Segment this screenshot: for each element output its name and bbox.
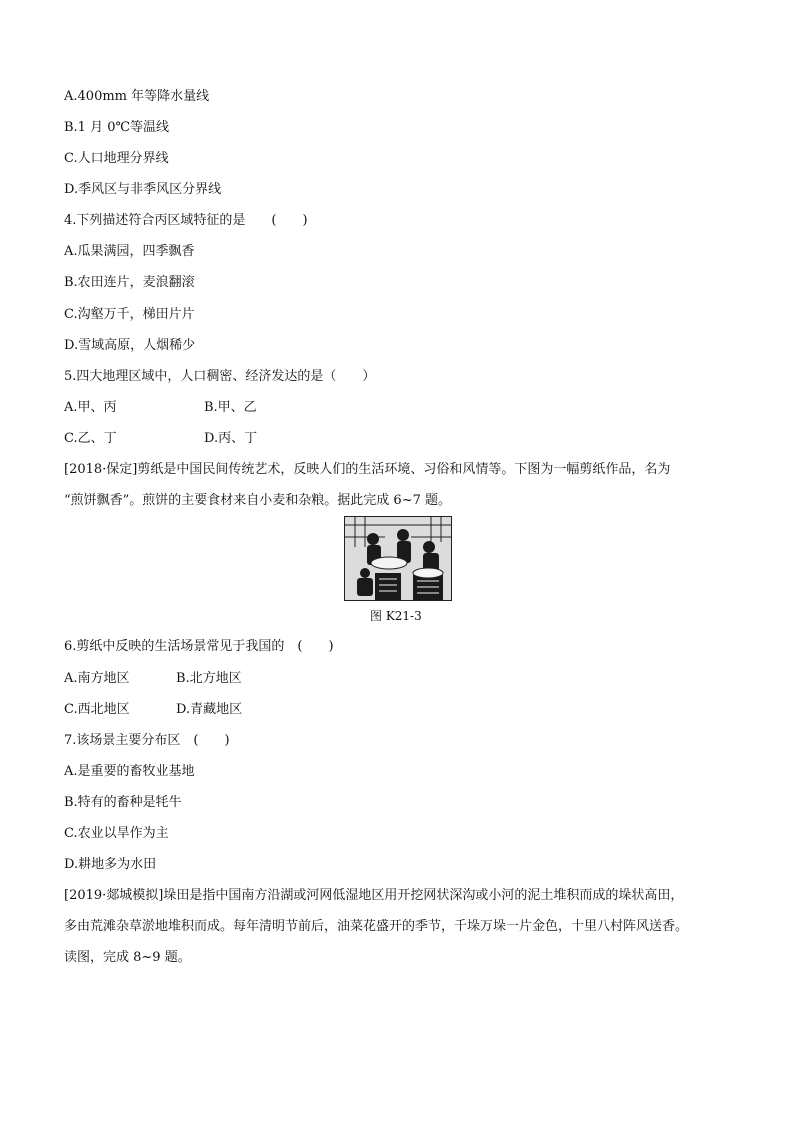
q5-option-a: A.甲、丙 <box>64 400 117 415</box>
intro-2019-line3: 读图，完成 8~9 题。 <box>64 950 191 965</box>
q4-option-c: C.沟壑万千，梯田片片 <box>64 307 195 322</box>
q6-option-c: C.西北地区 <box>64 702 130 717</box>
q5-stem: 5.四大地理区域中，人口稠密、经济发达的是（ ） <box>64 369 376 384</box>
q6-stem: 6.剪纸中反映的生活场景常见于我国的 ( ) <box>64 639 334 654</box>
q7-option-c: C.农业以旱作为主 <box>64 826 169 841</box>
q4-option-b: B.农田连片，麦浪翻滚 <box>64 275 195 290</box>
q4-option-a: A.瓜果满园，四季飘香 <box>64 244 195 259</box>
q3-option-c: C.人口地理分界线 <box>64 151 169 166</box>
q7-option-d: D.耕地多为水田 <box>64 857 157 872</box>
q5-option-b: B.甲、乙 <box>204 400 257 415</box>
paper-cut-illustration <box>345 517 451 600</box>
intro-2018-line1: [2018·保定]剪纸是中国民间传统艺术，反映人们的生活环境、习俗和风情等。下图为一幅剪纸作品，名为 <box>64 462 671 477</box>
q5-option-d: D.丙、丁 <box>204 431 258 446</box>
intro-2019-line1: [2019·郯城模拟]垛田是指中国南方沿湖或河网低湿地区用开挖网状深沟或小河的泥土堆积而成的垛状高田， <box>64 888 684 903</box>
intro-2019-line2: 多由荒滩杂草淤地堆积而成。每年清明节前后，油菜花盛开的季节，千垛万垛一片金色，十里八村阵风送香。 <box>64 919 689 934</box>
q7-option-b: B.特有的畜种是牦牛 <box>64 795 182 810</box>
q7-option-a: A.是重要的畜牧业基地 <box>64 764 195 779</box>
q5-option-c: C.乙、丁 <box>64 431 117 446</box>
q3-option-d: D.季风区与非季风区分界线 <box>64 182 222 197</box>
intro-2018-line2: “煎饼飘香”。煎饼的主要食材来自小麦和杂粮。据此完成 6~7 题。 <box>64 493 451 508</box>
q6-option-d: D.青藏地区 <box>176 702 243 717</box>
q3-option-b: B.1 月 0℃等温线 <box>64 120 170 135</box>
q4-stem: 4.下列描述符合丙区域特征的是 ( ) <box>64 213 308 228</box>
paper-cut-figure <box>344 516 452 601</box>
q4-option-d: D.雪域高原，人烟稀少 <box>64 338 196 353</box>
figure-caption: 图 K21-3 <box>370 609 422 623</box>
q6-option-a: A.南方地区 <box>64 671 130 686</box>
q3-option-a: A.400mm 年等降水量线 <box>64 89 210 104</box>
q7-stem: 7.该场景主要分布区 ( ) <box>64 733 230 748</box>
q6-option-b: B.北方地区 <box>176 671 242 686</box>
